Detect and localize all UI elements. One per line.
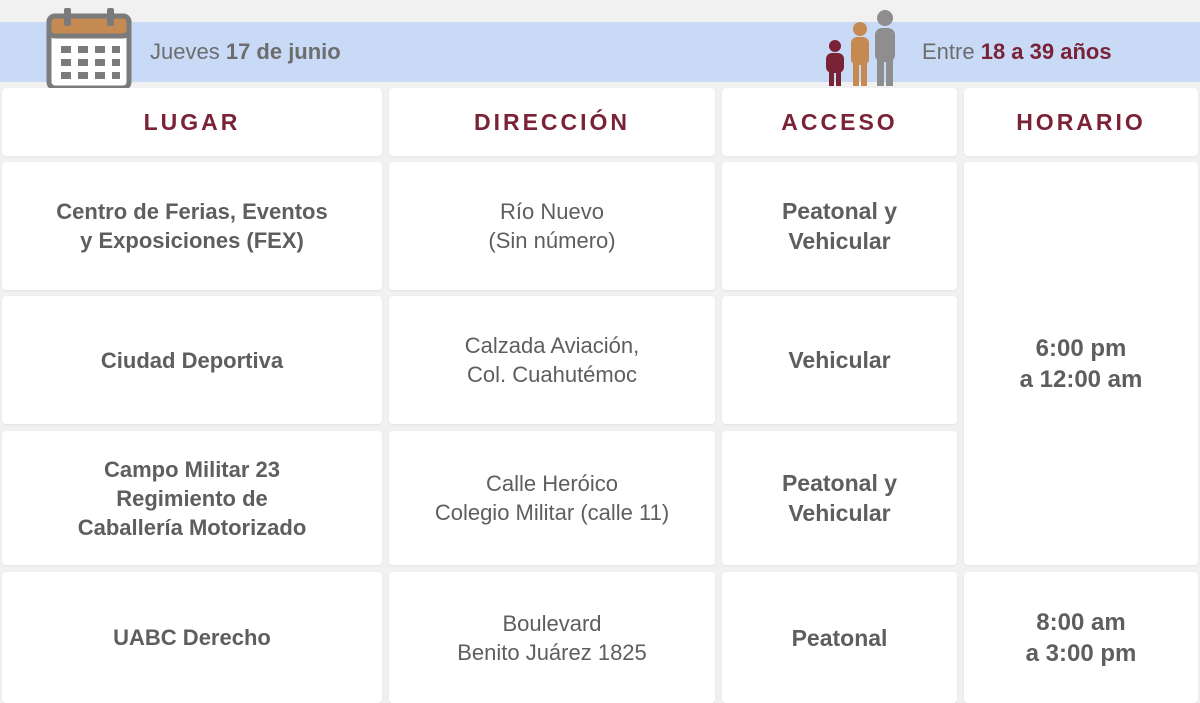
date-prefix: Jueves [150,39,226,64]
horario-text: 6:00 pm a 12:00 am [1019,334,1143,393]
family-icon [820,6,906,88]
horario-text: 8:00 am a 3:00 pm [1025,608,1137,667]
horario-evening [964,162,1198,565]
age-prefix: Entre [922,39,981,64]
acceso-text: Vehicular [788,347,891,373]
date-age-banner [0,22,1200,82]
acceso-text: Peatonal y Vehicular [781,198,898,254]
age-value: 18 a 39 años [980,39,1112,64]
table-row-3-lugar [2,431,382,565]
header-lugar [2,88,382,156]
table-row-4-direccion [389,572,715,703]
header-horario [964,88,1198,156]
table-row-3-acceso [722,431,957,565]
table-row-2-direccion [389,296,715,424]
age-range [922,22,1112,82]
acceso-text: Peatonal [791,624,888,651]
header-direccion [389,88,715,156]
header-acceso [722,88,957,156]
header-lugar-label: LUGAR [143,108,241,135]
header-horario-label: HORARIO [1016,108,1146,135]
table-row-1-lugar [2,162,382,290]
table-row-1-acceso [722,162,957,290]
direccion-text: Río Nuevo (Sin número) [488,199,616,253]
calendar-icon [46,6,132,90]
table-row-2-acceso [722,296,957,424]
lugar-text: Campo Militar 23 Regimiento de Caballería Motorizado [77,456,307,540]
acceso-text: Peatonal y Vehicular [781,470,898,526]
table-row-3-direccion [389,431,715,565]
horario-morning [964,572,1198,703]
lugar-text: Ciudad Deportiva [100,347,284,373]
lugar-text: Centro de Ferias, Eventos y Exposiciones (FEX) [56,199,328,253]
direccion-text: Calzada Aviación, Col. Cuahutémoc [464,333,640,387]
table-row-4-acceso [722,572,957,703]
event-date [150,22,341,82]
table-row-4-lugar [2,572,382,703]
header-acceso-label: ACCESO [781,108,898,135]
table-row-2-lugar [2,296,382,424]
header-direccion-label: DIRECCIÓN [473,108,631,135]
lugar-text: UABC Derecho [113,625,271,650]
date-value: 17 de junio [225,39,341,64]
direccion-text: Boulevard Benito Juárez 1825 [457,610,647,665]
table-row-1-direccion [389,162,715,290]
direccion-text: Calle Heróico Colegio Militar (calle 11) [434,471,670,525]
